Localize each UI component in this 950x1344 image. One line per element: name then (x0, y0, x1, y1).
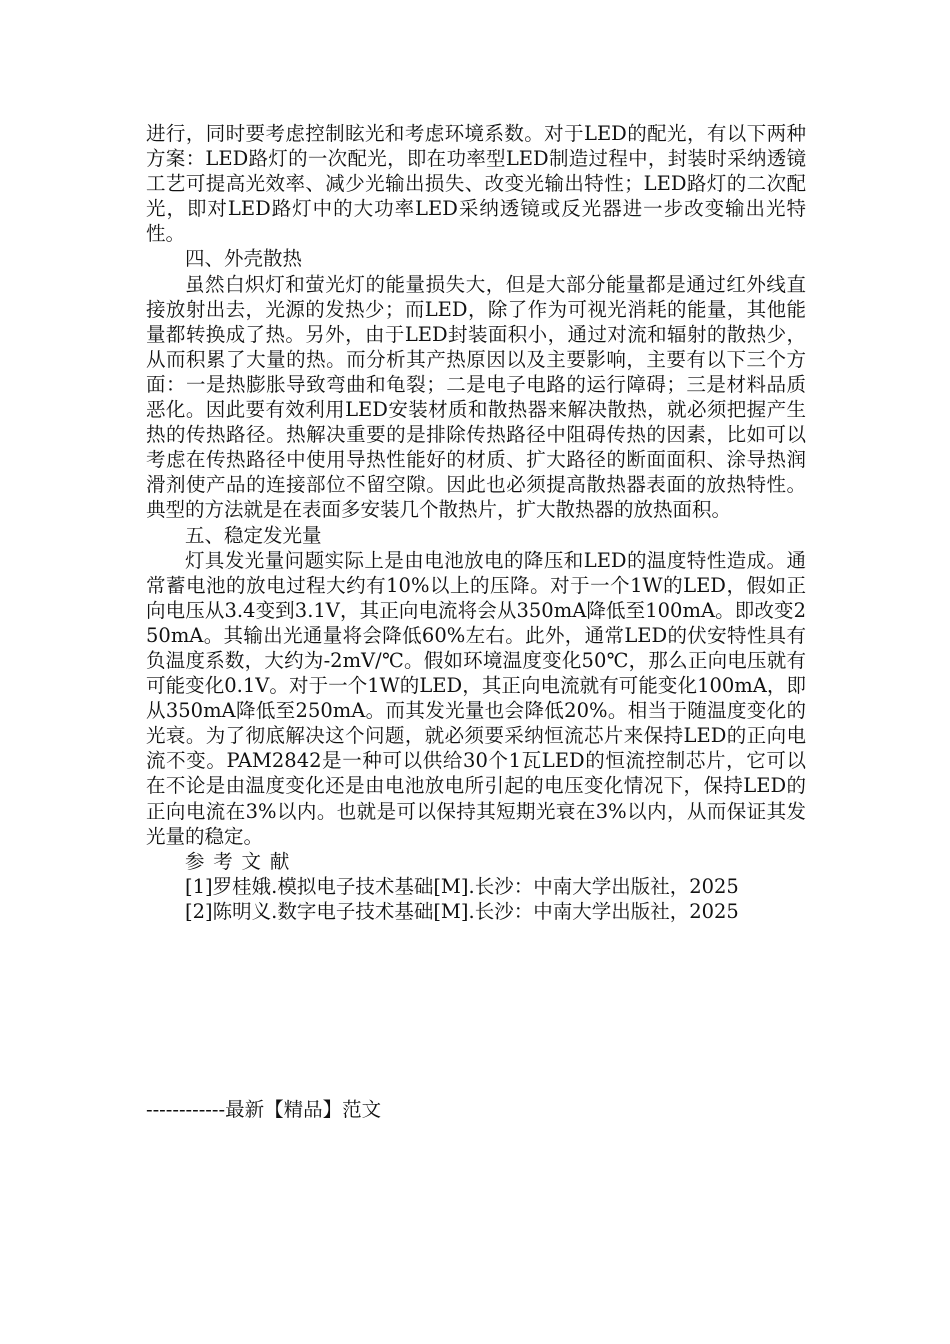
paragraph-luminous-output: 灯具发光量问题实际上是由电池放电的降压和LED的温度特性造成。通常蓄电池的放电过程大约有10%以上的压降。对于一个1W的LED，假如正向电压从3.4变到3.1V，其正向电流将会从350mA降低至100mA。即改变250mA。其输出光通量将会降低60%左右。此外，通常LED的伏安特性具有负温度系数，大约为-2mV/℃。假如环境温度变化50℃，那么正向电压就有可能变化0.1V。对于一个1W的LED，其正向电流就有可能变化100mA，即从350mA降低至250mA。而其发光量也会降低20%。相当于随温度变化的光衰。为了彻底解决这个问题，就必须要采纳恒流芯片来保持LED的正向电流不变。PAM2842是一种可以供给30个1瓦LED的恒流控制芯片，它可以在不论是由温度变化还是由电池放电所引起的电压变化情况下，保持LED的正向电流在3%以内。也就是可以保持其短期光衰在3%以内，从而保证其发光量的稳定。 (146, 548, 806, 848)
references-title: 参考文献 (185, 849, 299, 873)
document-body (146, 121, 806, 924)
reference-item-1: [1]罗桂娥.模拟电子技术基础[M].长沙：中南大学出版社，2025 (185, 874, 739, 898)
reference-item-2: [2]陈明义.数字电子技术基础[M].长沙：中南大学出版社，2025 (185, 899, 739, 923)
section-heading-stable-luminous-output: 五、稳定发光量 (185, 523, 322, 547)
section-heading-housing-heat-dissipation: 四、外壳散热 (185, 247, 303, 271)
paragraph-light-distribution: 进行，同时要考虑控制眩光和考虑环境系数。对于LED的配光，有以下两种方案：LED路灯的一次配光，即在功率型LED制造过程中，封装时采纳透镜工艺可提高光效率、减少光输出损失、改变光输出特性；LED路灯的二次配光，即对LED路灯中的大功率LED采纳透镜或反光器进一步改变输出光特性。 (146, 122, 806, 246)
footer-label: ------------最新【精品】范文 (146, 1098, 382, 1121)
paragraph-heat-dissipation: 虽然白炽灯和萤光灯的能量损失大，但是大部分能量都是通过红外线直接放射出去，光源的发热少；而LED，除了作为可视光消耗的能量，其他能量都转换成了热。另外，由于LED封装面积小，通过对流和辐射的散热少，从而积累了大量的热。而分析其产热原因以及主要影响，主要有以下三个方面：一是热膨胀导致弯曲和龟裂；二是电子电路的运行障碍；三是材料品质恶化。因此要有效利用LED安装材质和散热器来解决散热，就必须把握产生热的传热路径。热解决重要的是排除传热路径中阻碍传热的因素，比如可以考虑在传热路径中使用导热性能好的材质、扩大路径的断面面积、涂导热润滑剂使产品的连接部位不留空隙。因此也必须提高散热器表面的放热特性。典型的方法就是在表面多安装几个散热片，扩大散热器的放热面积。 (146, 272, 806, 522)
